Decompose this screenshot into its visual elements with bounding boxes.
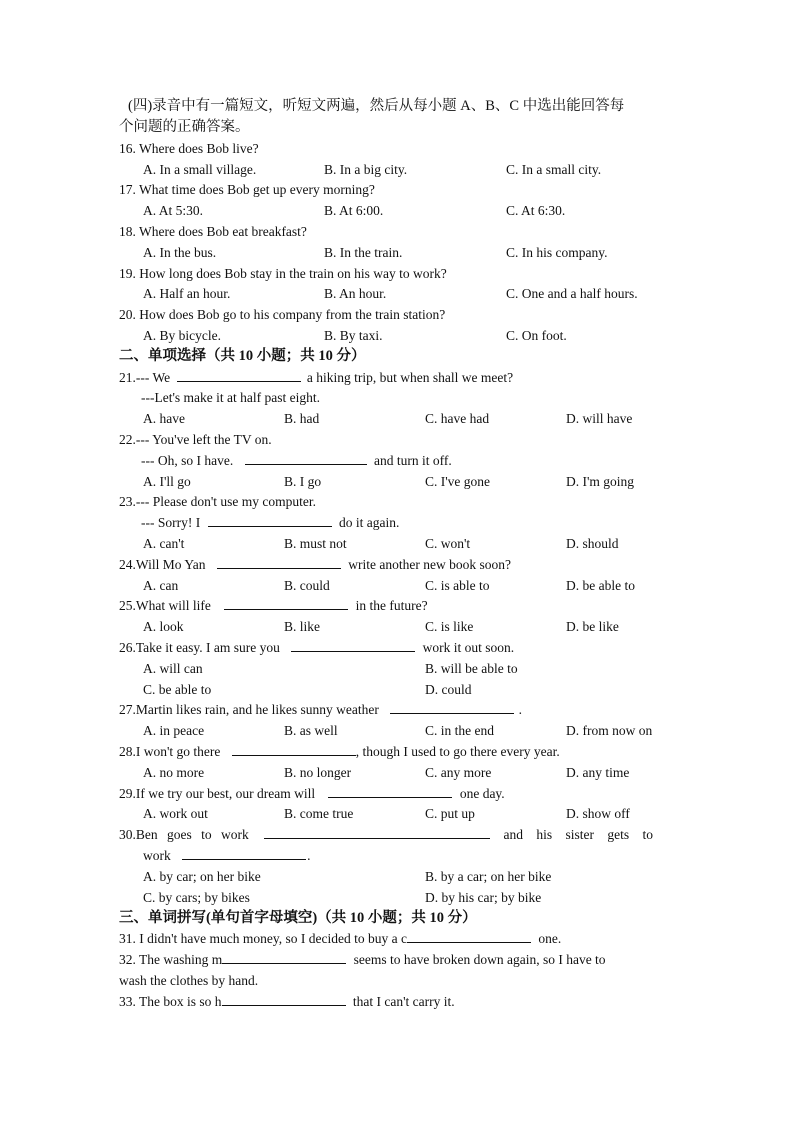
question-28-option-c: C. any more: [425, 765, 492, 780]
question-29-option-a: A. work out: [143, 806, 208, 821]
answer-blank[interactable]: [222, 951, 346, 964]
answer-blank[interactable]: [208, 514, 332, 527]
question-24-stem: [119, 556, 511, 574]
answer-blank[interactable]: [407, 930, 531, 943]
question-26-option-b: B. will be able to: [425, 661, 518, 676]
question-25-stem: [119, 597, 428, 615]
question-30-option-d: D. by his car; by bike: [425, 890, 542, 905]
question-24-option-a: A. can: [143, 578, 179, 593]
question-24-option-b: B. could: [284, 578, 330, 593]
question-26-stem: [119, 639, 514, 657]
question-20-option-c: C. On foot.: [506, 328, 567, 343]
question-19-stem: 19. How long does Bob stay in the train on his way to work?: [119, 266, 447, 281]
question-26-text-after: work it out soon.: [422, 640, 515, 655]
question-32-stem: [119, 951, 606, 969]
question-17-option-a: A. At 5:30.: [143, 203, 204, 218]
question-22-option-b: B. I go: [284, 474, 322, 489]
question-17-option-c: C. At 6:30.: [506, 203, 566, 218]
question-30-stem: [119, 826, 673, 844]
question-22-option-d: D. I'm going: [566, 474, 635, 489]
question-18-option-c: C. In his company.: [506, 245, 608, 260]
question-31-text-after: one.: [538, 931, 562, 946]
section-heading-spelling: 三、单词拼写(单句首字母填空)（共 10 小题；共 10 分）: [119, 910, 477, 926]
question-25-option-a: A. look: [143, 619, 184, 634]
question-27-text-after: .: [518, 702, 522, 717]
question-22-text-before: --- Oh, so I have.: [141, 453, 234, 468]
question-19-option-c: C. One and a half hours.: [506, 286, 638, 301]
question-24-option-c: C. is able to: [425, 578, 490, 593]
answer-blank[interactable]: [264, 826, 490, 839]
question-26-text-before: 26.Take it easy. I am sure you: [119, 640, 280, 655]
question-21-option-a: A. have: [143, 411, 185, 426]
question-21-option-d: D. will have: [566, 411, 633, 426]
question-21-option-b: B. had: [284, 411, 320, 426]
question-24-text-before: 24.Will Mo Yan: [119, 557, 206, 572]
answer-blank[interactable]: [224, 597, 348, 610]
answer-blank[interactable]: [245, 452, 367, 465]
question-28-option-a: A. no more: [143, 765, 205, 780]
question-21-dialogue: ---Let's make it at half past eight.: [141, 390, 320, 405]
question-28-option-d: D. any time: [566, 765, 630, 780]
answer-blank[interactable]: [291, 639, 415, 652]
question-33-text-after: that I can't carry it.: [352, 994, 455, 1009]
question-23-option-c: C. won't: [425, 536, 471, 551]
section-heading-single-choice: 二、单项选择（共 10 小题；共 10 分）: [119, 348, 366, 364]
question-24-text-after: write another new book soon?: [348, 557, 511, 572]
section-intro-line1: (四)录音中有一篇短文，听短文两遍，然后从每小题 A、B、C 中选出能回答每: [128, 98, 625, 114]
question-17-option-b: B. At 6:00.: [324, 203, 384, 218]
question-28-stem: [119, 743, 560, 761]
question-16-option-c: C. In a small city.: [506, 162, 602, 177]
question-23-dialogue: [141, 514, 399, 532]
question-30-text-line2: work: [143, 848, 171, 863]
question-26-option-a: A. will can: [143, 661, 203, 676]
question-21-text-after: a hiking trip, but when shall we meet?: [306, 370, 514, 385]
question-21-text-before: 21.--- We: [119, 370, 171, 385]
question-20-stem: 20. How does Bob go to his company from the train station?: [119, 307, 446, 322]
question-30-option-a: A. by car; on her bike: [143, 869, 261, 884]
question-26-option-d: D. could: [425, 682, 472, 697]
question-27-option-c: C. in the end: [425, 723, 494, 738]
question-23-stem: 23.--- Please don't use my computer.: [119, 494, 317, 509]
question-30-option-b: B. by a car; on her bike: [425, 869, 552, 884]
question-20-option-b: B. By taxi.: [324, 328, 383, 343]
question-29-text-after: one day.: [459, 786, 505, 801]
question-33-stem: [119, 993, 455, 1011]
question-27-stem: [119, 701, 522, 719]
question-25-option-c: C. is like: [425, 619, 474, 634]
question-18-option-b: B. In the train.: [324, 245, 403, 260]
answer-blank[interactable]: [328, 785, 452, 798]
answer-blank[interactable]: [390, 701, 514, 714]
question-29-option-b: B. come true: [284, 806, 354, 821]
question-22-option-a: A. I'll go: [143, 474, 191, 489]
question-16-option-a: A. In a small village.: [143, 162, 257, 177]
question-16-option-b: B. In a big city.: [324, 162, 408, 177]
question-29-option-c: C. put up: [425, 806, 475, 821]
question-30-option-c: C. by cars; by bikes: [143, 890, 250, 905]
question-29-stem: [119, 785, 505, 803]
question-24-option-d: D. be able to: [566, 578, 635, 593]
question-25-option-d: D. be like: [566, 619, 619, 634]
question-27-option-b: B. as well: [284, 723, 338, 738]
question-23-option-d: D. should: [566, 536, 619, 551]
question-33-text-before: 33. The box is so h: [119, 994, 222, 1009]
question-23-text-before: --- Sorry! I: [141, 515, 201, 530]
question-21-option-c: C. have had: [425, 411, 490, 426]
question-18-stem: 18. Where does Bob eat breakfast?: [119, 224, 307, 239]
question-22-text-after: and turn it off.: [373, 453, 452, 468]
question-30-stem-continued: [143, 847, 311, 865]
question-30-text-after: and his sister gets to: [503, 827, 653, 842]
question-28-text-after: , though I used to go there every year.: [355, 744, 560, 759]
question-19-option-a: A. Half an hour.: [143, 286, 231, 301]
question-31-text-before: 31. I didn't have much money, so I decided to buy a c: [119, 931, 407, 946]
question-31-stem: [119, 930, 561, 948]
question-25-text-after: in the future?: [355, 598, 428, 613]
question-27-option-a: A. in peace: [143, 723, 205, 738]
question-21-stem: [119, 369, 513, 387]
question-27-option-d: D. from now on: [566, 723, 653, 738]
question-28-text-before: 28.I won't go there: [119, 744, 221, 759]
question-22-dialogue: [141, 452, 452, 470]
question-17-stem: 17. What time does Bob get up every morning?: [119, 182, 375, 197]
question-16-stem: 16. Where does Bob live?: [119, 141, 259, 156]
question-32-text-after: seems to have broken down again, so I have to: [353, 952, 606, 967]
question-25-option-b: B. like: [284, 619, 320, 634]
question-20-option-a: A. By bicycle.: [143, 328, 221, 343]
question-30-text-end: .: [307, 848, 311, 863]
question-27-text-before: 27.Martin likes rain, and he likes sunny weather: [119, 702, 379, 717]
answer-blank[interactable]: [177, 369, 301, 382]
question-28-option-b: B. no longer: [284, 765, 352, 780]
question-22-stem: 22.--- You've left the TV on.: [119, 432, 272, 447]
question-23-text-after: do it again.: [338, 515, 400, 530]
question-32-text-before: 32. The washing m: [119, 952, 223, 967]
question-25-text-before: 25.What will life: [119, 598, 211, 613]
question-19-option-b: B. An hour.: [324, 286, 387, 301]
question-23-option-a: A. can't: [143, 536, 185, 551]
question-29-text-before: 29.If we try our best, our dream will: [119, 786, 316, 801]
answer-blank[interactable]: [217, 556, 341, 569]
answer-blank[interactable]: [222, 993, 346, 1006]
question-22-option-c: C. I've gone: [425, 474, 491, 489]
question-26-option-c: C. be able to: [143, 682, 212, 697]
section-intro-line2: 个问题的正确答案。: [119, 119, 250, 135]
question-30-text-before: 30.Ben goes to work: [119, 827, 249, 842]
question-18-option-a: A. In the bus.: [143, 245, 217, 260]
answer-blank[interactable]: [182, 847, 306, 860]
question-32-stem-continued: wash the clothes by hand.: [119, 973, 259, 988]
answer-blank[interactable]: [232, 743, 356, 756]
question-29-option-d: D. show off: [566, 806, 630, 821]
question-23-option-b: B. must not: [284, 536, 347, 551]
